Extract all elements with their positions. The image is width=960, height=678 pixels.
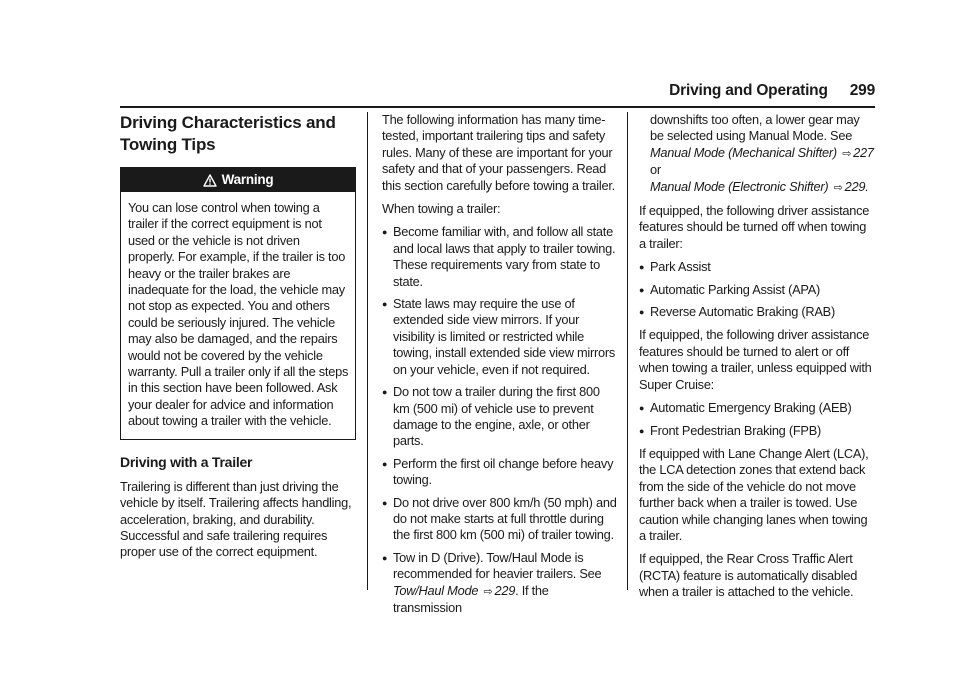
page-ref[interactable]: 229 [494, 582, 516, 598]
paragraph: If equipped, the following driver assistance features should be turned off when towing a trailer: [639, 203, 870, 251]
list-item: ● State laws may require the use of extended side view mirrors. If your visibility is limited or restricted while towing, install extended side view mirrors on your vehicle, even if not required. [382, 296, 617, 378]
list-item: ● Perform the first oil change before heavy towing. [382, 456, 617, 489]
page-ref[interactable]: 229. [844, 178, 869, 194]
list-item: ● Become familiar with, and follow all state and local laws that apply to trailer towing. These requirements vary from state to state. [382, 224, 617, 290]
list-item: ● Do not drive over 800 km/h (50 mph) and do not make starts at full throttle during the first 800 km (500 mi) of trailer towing. [382, 495, 617, 544]
bullet-tail: . If the transmission [393, 582, 549, 615]
column-2 [382, 112, 617, 623]
warning-box [120, 167, 356, 440]
warning-icon [203, 174, 217, 187]
running-header [660, 82, 875, 100]
page-ref-icon: ⇨ [483, 585, 493, 598]
paragraph: Trailering is different than just driving the vehicle by itself. Trailering affects handling, acceleration, braking, and durability. Successful and safe trailering requires proper use of the correct equipment. [120, 478, 352, 560]
bullet-text: Tow in D (Drive). Tow/Haul Mode is recommended for heavier trailers. See [393, 549, 602, 582]
paragraph: The following information has many time-tested, important trailering tips and safety rules. Many of these are important for your safety and that of your passengers. Read this section carefully before towing a trailer. [382, 112, 615, 193]
subheading: Driving with a Trailer [120, 453, 253, 470]
section-title: Driving and Operating [669, 82, 828, 99]
list-item: ● Front Pedestrian Braking (FPB) [639, 423, 875, 439]
column-3 [639, 112, 875, 608]
bullet-list [382, 224, 617, 616]
continued-text: downshifts too often, a lower gear may be selected using Manual Mode. See [650, 112, 860, 144]
cross-reference-link[interactable]: Manual Mode (Mechanical Shifter) [650, 144, 837, 160]
list-item: ● Automatic Emergency Braking (AEB) [639, 400, 875, 416]
paragraph: If equipped, the following driver assistance features should be turned to alert or off when towing a trailer, unless equipped with Super Cruise: [639, 327, 872, 392]
or-text: or [650, 162, 661, 178]
warning-text: You can lose control when towing a trailer if the correct equipment is not used or the vehicle is not driven properly. For example, if the trailer is too heavy or the trailer brakes are inadequate for the load, the vehicle may not stop as expected. You and others could be seriously injured. The vehicle may also be damaged, and the repairs would not be covered by the vehicle warranty. Pull a trailer only if all the steps in this section have been followed. Ask your dealer for advice and information about towing a trailer with the vehicle. [128, 200, 349, 429]
page-number: 299 [849, 82, 875, 99]
cross-reference-link[interactable]: Manual Mode (Electronic Shifter) [650, 178, 829, 194]
warning-header [121, 168, 355, 192]
warning-label: Warning [221, 172, 274, 187]
page-ref[interactable]: 227 [853, 144, 874, 160]
column-divider [367, 112, 368, 590]
header-rule [120, 106, 875, 108]
list-item: ● Reverse Automatic Braking (RAB) [639, 304, 875, 320]
list-item: ● Do not tow a trailer during the first 800 km (500 mi) of vehicle use to prevent damage to the engine, axle, or other parts. [382, 384, 617, 450]
paragraph: When towing a trailer: [382, 201, 501, 217]
list-item: ● Park Assist [639, 259, 875, 275]
paragraph: If equipped with Lane Change Alert (LCA), the LCA detection zones that extend back from the side of the vehicle do not move further back when a trailer is towed. Use caution while changing lanes when towing a trailer. [639, 445, 869, 543]
section-heading: Driving Characteristics and Towing Tips [120, 113, 336, 154]
column-1 [120, 112, 356, 568]
bullet-list [639, 400, 875, 439]
column-divider [627, 112, 628, 590]
paragraph: If equipped, the Rear Cross Traffic Alert (RCTA) feature is automatically disabled when a trailer is attached to the vehicle. [639, 551, 858, 600]
page-ref-icon: ⇨ [842, 147, 852, 160]
cross-reference-link[interactable]: Tow/Haul Mode [393, 582, 479, 598]
page-ref-icon: ⇨ [833, 181, 843, 194]
list-item [382, 550, 617, 617]
list-item: ● Automatic Parking Assist (APA) [639, 282, 875, 298]
bullet-list [639, 259, 875, 320]
continued-bullet [639, 112, 875, 196]
